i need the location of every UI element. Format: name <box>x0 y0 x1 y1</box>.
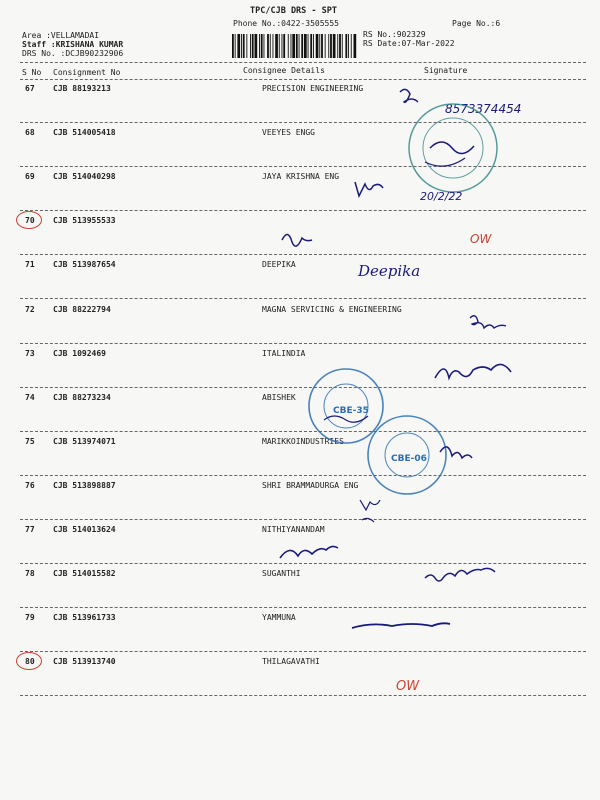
staff-label: Staff :KRISHANA KUMAR <box>22 40 124 49</box>
aluminium-stamp-code: CBE-35 <box>333 406 369 416</box>
row-sno: 71 <box>25 260 35 270</box>
row-consignment: CJB 514013624 <box>53 525 116 534</box>
row-consignment: CJB 513955533 <box>53 216 116 226</box>
col-consignee: Consignee Details <box>243 66 325 75</box>
aluminium-stamp <box>309 369 383 443</box>
drs-number: DRS No. :DCJB90232906 <box>22 49 124 58</box>
row-consignment: CJB 88273234 <box>53 392 111 402</box>
row-sno: 68 <box>25 128 35 138</box>
row70-red-mark: OW <box>470 232 492 246</box>
row-consignee: SHRI BRAMMADURGA ENG <box>262 480 359 490</box>
row-consignment: CJB 513961733 <box>53 613 116 623</box>
row71-signature: Deepika <box>358 262 421 280</box>
row-consignment: CJB 513913740 <box>53 657 116 667</box>
row-sno: 67 <box>25 84 35 93</box>
phone-number: Phone No.:0422-3505555 <box>233 19 339 28</box>
col-signature: Signature <box>424 66 468 75</box>
row-consignment: CJB 88222794 <box>53 304 111 314</box>
row-consignment: CJB 514040298 <box>53 172 116 182</box>
col-sno: S No <box>22 68 42 77</box>
row-consignment: CJB 514005418 <box>53 128 116 138</box>
row-consignee: THILAGAVATHI <box>262 657 320 667</box>
nikko-stamp-code: CBE-06 <box>391 454 427 464</box>
row-consignment: CJB 513987654 <box>53 260 116 270</box>
row-consignee: JAYA KRISHNA ENG <box>262 172 340 182</box>
row-consignee: DEEPIKA <box>262 260 296 270</box>
rs-number: RS No.:902329 <box>363 30 426 39</box>
row-consignment: CJB 513974071 <box>53 436 116 446</box>
row-consignee: VEEYES ENGG <box>262 128 315 138</box>
area-label: Area :VELLAMADAI <box>22 31 100 40</box>
row-consignee: YAMMUNA <box>262 613 296 623</box>
row80-red-circle <box>16 652 42 670</box>
col-consignment: Consignment No <box>53 68 121 77</box>
rs-date: RS Date:07-Mar-2022 <box>363 39 455 48</box>
row70-red-circle <box>16 211 42 229</box>
row-sno: 74 <box>25 392 35 402</box>
row67-handwritten-number: 8573374454 <box>445 102 522 116</box>
row-sno: 69 <box>25 172 35 182</box>
row-consignee: ITALINDIA <box>262 348 306 358</box>
sheet-title: TPC/CJB DRS - SPT <box>250 6 337 16</box>
row-consignee: ABISHEK <box>262 392 296 402</box>
row-sno: 78 <box>25 569 35 579</box>
row-sno: 73 <box>25 348 35 358</box>
row-sno: 76 <box>25 480 35 490</box>
row-sno: 75 <box>25 436 35 446</box>
row69-handwritten-date: 20/2/22 <box>420 190 463 203</box>
page-number: Page No.:6 <box>452 19 501 28</box>
row-sno: 70 <box>25 216 35 226</box>
veeyes-stamp <box>409 104 497 192</box>
row-sno: 80 <box>25 657 35 667</box>
nikko-stamp <box>368 416 472 494</box>
row-consignment: CJB 513898887 <box>53 480 116 490</box>
row-sno: 79 <box>25 613 35 623</box>
row80-red-mark: OW <box>396 679 420 694</box>
row-sno: 72 <box>25 304 35 314</box>
row-consignee: MAGNA SERVICING & ENGINEERING <box>262 304 402 314</box>
row-consignee: MARIKKOINDUSTRIES <box>262 436 344 446</box>
row-consignment: CJB 88193213 <box>53 84 111 93</box>
row-consignee: NITHIYANANDAM <box>262 525 325 534</box>
row-sno: 77 <box>25 525 35 534</box>
row-consignee: PRECISION ENGINEERING <box>262 84 364 93</box>
row-consignment: CJB 1092469 <box>53 348 106 358</box>
row-consignment: CJB 514015582 <box>53 569 116 579</box>
row-consignee: SUGANTHI <box>262 569 301 579</box>
